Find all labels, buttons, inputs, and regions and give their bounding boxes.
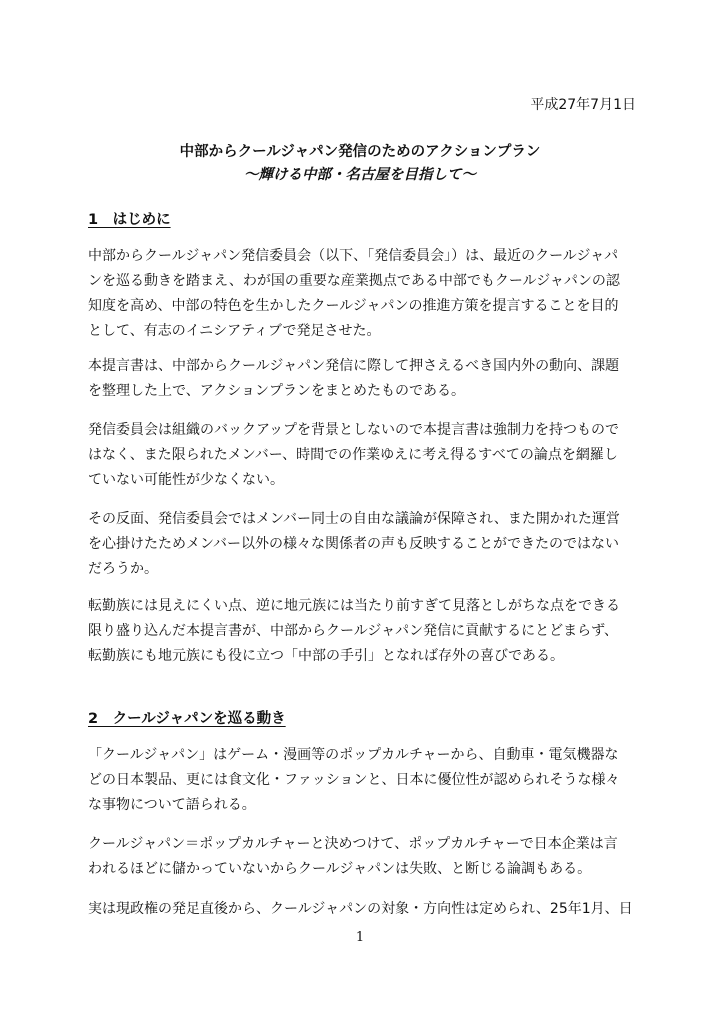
text-line: 中部からクールジャパン発信委員会（以下、「発信委員会」）は、最近のクールジャパ [88,248,619,264]
text-line: 実は現政権の発足直後から、クールジャパンの対象・方向性は定められ、25年1月、日 [88,901,633,917]
text-line: クールジャパン＝ポップカルチャーと決めつけて、ポップカルチャーで日本企業は言 [88,836,618,852]
text-line: 「クールジャパン」はゲーム・漫画等のポップカルチャーから、自動車・電気機器な [88,747,619,763]
paragraph [88,244,638,344]
page-number: 1 [355,930,365,945]
text-line: ンを巡る動きを踏まえ、わが国の重要な産業拠点である中部でもクールジャパンの認 [88,273,620,289]
text-line: 知度を高め、中部の特色を生かしたクールジャパンの推進方策を提言することを目的 [88,298,619,314]
text-line: として、有志のイニシアティブで発足させた。 [88,323,381,339]
paragraph [88,507,638,582]
paragraph [88,594,638,669]
document-title: 中部からクールジャパン発信のためのアクションプラン [179,144,541,160]
text-line: な事物について語られる。 [88,797,256,813]
paragraph [88,418,638,493]
section-heading-introduction: 1 はじめに [88,212,171,228]
text-line: を整理した上で、アクションプランをまとめたものである。 [88,383,466,399]
text-line: 限り盛り込んだ本提言書が、中部からクールジャパン発信に貢献するにとどまらず、 [88,623,618,639]
paragraph [88,354,638,404]
section-heading-cool-japan-trends: 2 クールジャパンを巡る動き [88,711,286,727]
text-line: だろうか。 [88,561,158,577]
text-line: はなく、また限られたメンバー、時間での作業ゆえに考え得るすべての論点を網羅し [88,447,618,463]
text-line: を心掛けたためメンバー以外の様々な関係者の声も反映することができたのではない [88,536,620,552]
text-line: 転勤族には見えにくい点、逆に地元族には当たり前すぎて見落としがちな点をできる [88,598,620,614]
text-line: その反面、発信委員会ではメンバー同士の自由な議論が保障され、また開かれた運営 [88,511,620,527]
document-subtitle: 〜輝ける中部・名古屋を目指して〜 [244,167,476,183]
paragraph [88,897,638,922]
text-line: 本提言書は、中部からクールジャパン発信に際して押さえるべき国内外の動向、課題 [88,358,620,374]
paragraph [88,832,638,882]
paragraph [88,743,638,818]
text-line: どの日本製品、更には食文化・ファッションと、日本に優位性が認められそうな様々 [88,772,620,788]
text-line: 発信委員会は組織のバックアップを背景としないので本提言書は強制力を持つもので [88,422,620,438]
document-date: 平成27年7月1日 [530,97,636,113]
text-line: われるほどに儲かっていないからクールジャパンは失敗、と断じる論調もある。 [88,861,592,877]
text-line: 転勤族にも地元族にも役に立つ「中部の手引」となれば存外の喜びである。 [88,648,564,664]
text-line: ていない可能性が少なくない。 [88,472,284,488]
